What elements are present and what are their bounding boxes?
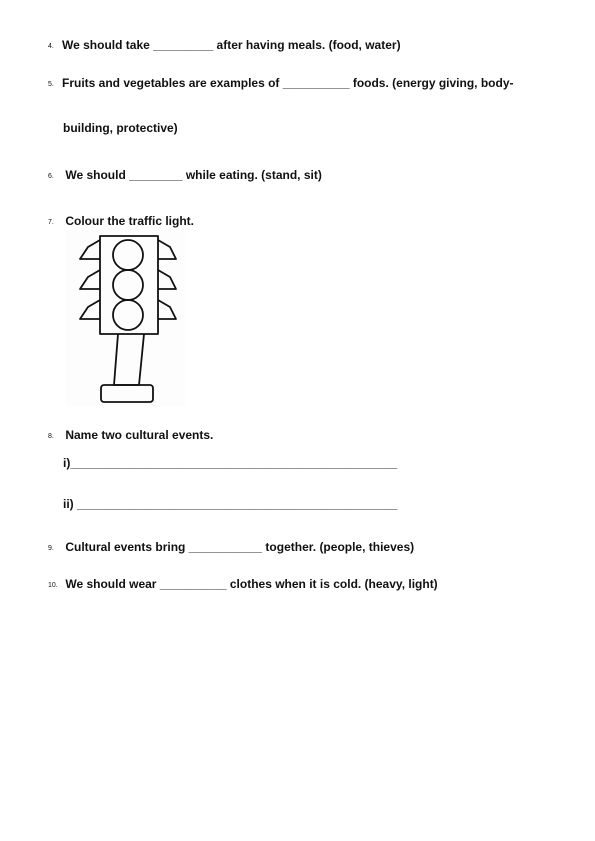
question-text: Colour the traffic light. bbox=[62, 214, 194, 228]
question-8 bbox=[48, 428, 213, 444]
question-number: 7. bbox=[48, 219, 54, 226]
answer-line-2: ii) ________________________________________________ bbox=[63, 497, 398, 511]
question-text: We should take _________ after having meals. (food, water) bbox=[62, 38, 401, 52]
question-text: We should ________ while eating. (stand, sit) bbox=[62, 168, 322, 182]
question-6 bbox=[48, 168, 322, 184]
question-number: 4. bbox=[48, 43, 54, 50]
question-text: We should wear __________ clothes when it is cold. (heavy, light) bbox=[62, 577, 438, 591]
question-text: Fruits and vegetables are examples of __________ foods. (energy giving, body- bbox=[62, 76, 514, 90]
question-5-continuation: building, protective) bbox=[63, 121, 178, 135]
traffic-light-icon bbox=[66, 230, 186, 406]
question-text: Cultural events bring ___________ together. (people, thieves) bbox=[62, 540, 415, 554]
question-number: 5. bbox=[48, 81, 54, 88]
question-number: 8. bbox=[48, 433, 54, 440]
question-text: Name two cultural events. bbox=[62, 428, 214, 442]
question-4 bbox=[48, 38, 401, 54]
question-5 bbox=[48, 76, 514, 92]
answer-line-1: i)_________________________________________________ bbox=[63, 456, 398, 470]
question-number: 6. bbox=[48, 173, 54, 180]
question-10 bbox=[48, 577, 438, 593]
question-number: 10. bbox=[48, 582, 58, 589]
question-7 bbox=[48, 214, 194, 230]
question-number: 9. bbox=[48, 545, 54, 552]
question-9 bbox=[48, 540, 414, 556]
